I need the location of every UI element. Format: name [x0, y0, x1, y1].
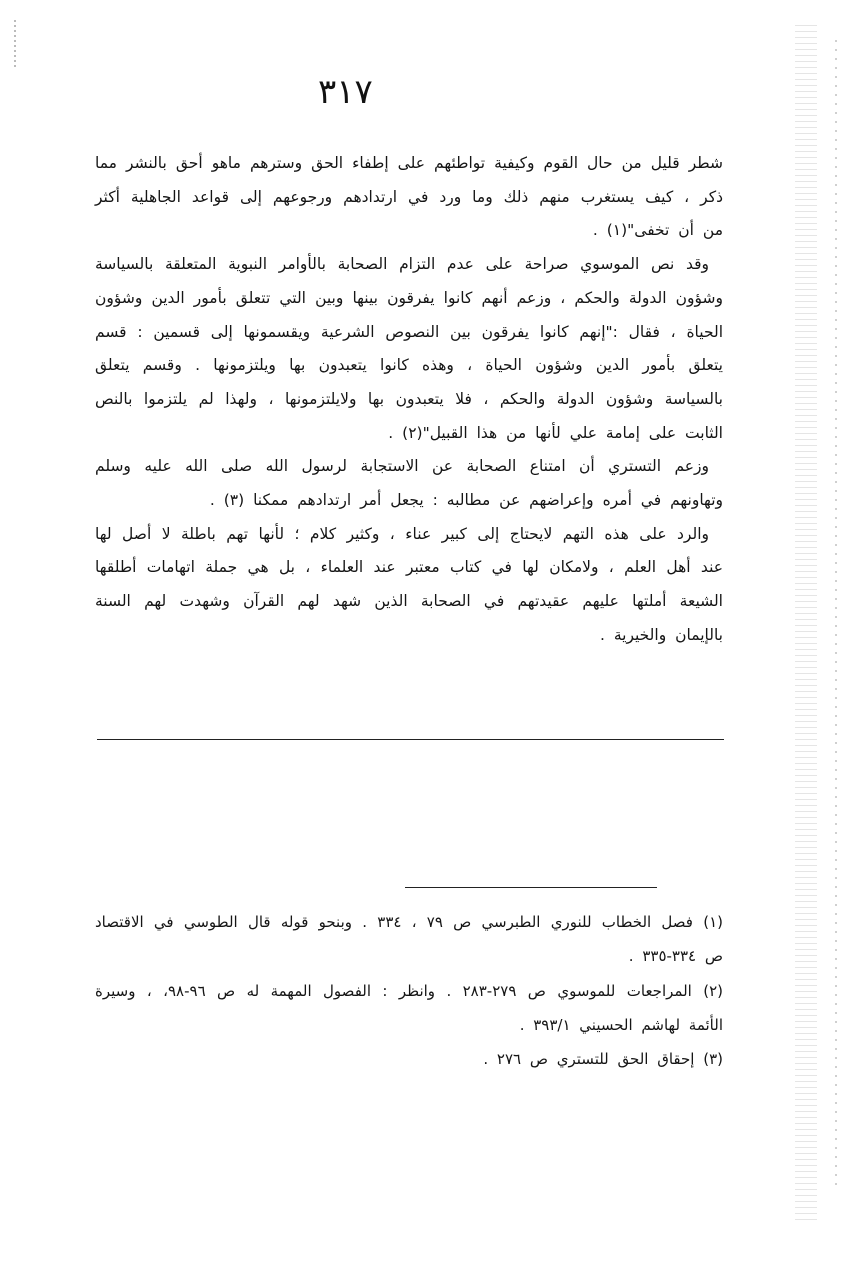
- paragraph: وقد نص الموسوي صراحة على عدم التزام الصحابة بالأوامر النبوية المتعلقة بالسياسة وشؤون الدولة والحكم ، وزعم أنهم كانوا يفرقون بينها وبين التي تتعلق بأمور الدين وشؤون الحياة ، فقال :"إنهم كانوا يفرقون بين النصوص الشرعية ويقسمونها إلى قسمين : قسم يتعلق بأمور الدين وشؤون الحياة ، وهذه كانوا يتعبدون بها ويلتزمونها . وقسم يتعلق بالسياسة وشؤون الدولة والحكم ، فلا يتعبدون بها ولايلتزمونها ، ولهذا لم يلتزموا بالنص الثابت على إمامة علي لأنها من هذا القبيل"(٢) .: [95, 255, 723, 442]
- footnote: (٢) المراجعات للموسوي ص ٢٧٩-٢٨٣ . وانظر : الفصول المهمة له ص ٩٦-٩٨، ، وسيرة الأئمة لهاشم الحسيني ٣٩٣/١ .: [95, 981, 723, 1034]
- paragraph: وزعم التستري أن امتناع الصحابة عن الاستجابة لرسول الله صلى الله عليه وسلم وتهاونهم في أمره وإعراضهم عن مطالبه : يجعل أمر ارتدادهم ممكنا (٣) .: [95, 457, 723, 510]
- footnote-separator: [405, 887, 657, 888]
- page-number: ٣١٧: [318, 72, 373, 112]
- paragraph: شطر قليل من حال القوم وكيفية تواطئهم على إطفاء الحق وسترهم ماهو أحق بالنشر مما ذكر ، كيف يستغرب منهم ذلك وما ورد في ارتدادهم ورجوعهم إلى قواعد الجاهلية أكثر من أن تخفى"(١) .: [95, 154, 723, 240]
- paragraph: والرد على هذه التهم لايحتاج إلى كبير عناء ، وكثير كلام ؛ لأنها تهم باطلة لا أصل لها عند أهل العلم ، ولامكان لها في كتاب معتبر عند العلماء ، بل هي جملة اتهامات أطلقها الشيعة أملتها عليهم عقيدتهم في الصحابة الذين شهد لهم القرآن وشهدت لهم السنة بالإيمان والخيرية .: [95, 524, 723, 644]
- footnotes: [95, 905, 723, 1076]
- main-text: [95, 147, 723, 653]
- scan-edge-noise: [795, 25, 817, 1225]
- footnote: (١) فصل الخطاب للنوري الطبرسي ص ٧٩ ، ٣٣٤ . وبنحو قوله قال الطوسي في الاقتصاد ص ٣٣٤-٣٣٥ .: [95, 913, 723, 966]
- scan-edge-noise-secondary: [835, 40, 837, 1190]
- underline-rule: [97, 739, 724, 740]
- scan-edge-mark: [14, 20, 16, 68]
- footnote: (٣) إحقاق الحق للتستري ص ٢٧٦ .: [483, 1050, 723, 1069]
